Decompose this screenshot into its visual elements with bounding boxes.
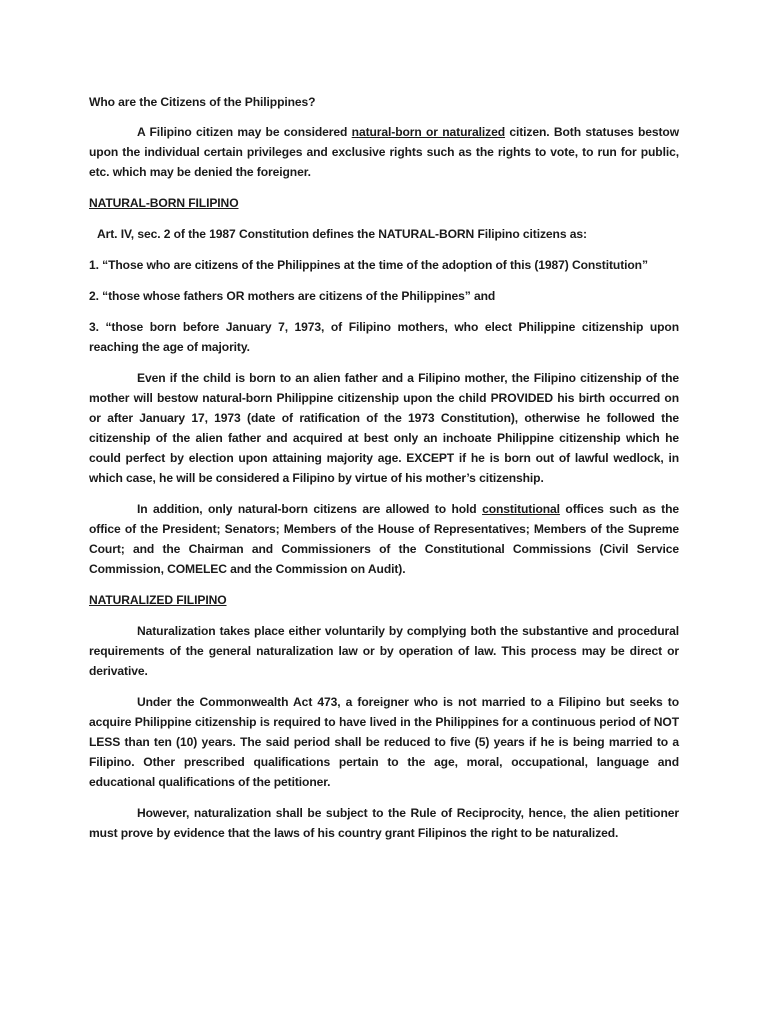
- offices-text-after: offices such as the office of the President; Senators; Members of the House of Representatives; Members of the Supreme Court; and the Chairman and Commissioners of the Constitutional Commissions (Civil Service Commission, COMELEC and the Commission on Audit).: [89, 502, 679, 576]
- intro-paragraph: [89, 122, 679, 182]
- intro-underlined-text: natural-born or naturalized: [351, 125, 505, 139]
- natural-born-item-3: 3. “those born before January 7, 1973, of Filipino mothers, who elect Philippine citizenship upon reaching the age of majority.: [89, 320, 679, 354]
- natural-born-item-2: 2. “those whose fathers OR mothers are citizens of the Philippines” and: [89, 289, 496, 303]
- natural-born-definition: Art. IV, sec. 2 of the 1987 Constitution defines the NATURAL-BORN Filipino citizens as:: [97, 227, 587, 241]
- document-title: Who are the Citizens of the Philippines?: [89, 95, 316, 109]
- naturalization-paragraph-3: However, naturalization shall be subject to the Rule of Reciprocity, hence, the alien petitioner must prove by evidence that the laws of his country grant Filipinos the right to be naturalized.: [89, 806, 679, 840]
- natural-born-item-1: 1. “Those who are citizens of the Philippines at the time of the adoption of this (1987) Constitution”: [89, 258, 648, 272]
- naturalized-heading: NATURALIZED FILIPINO: [89, 593, 227, 607]
- intro-text-after: citizen. Both statuses bestow upon the individual certain privileges and exclusive rights such as the rights to vote, to run for public, etc. which may be denied the foreigner.: [89, 125, 680, 179]
- offices-underlined-text: constitutional: [482, 502, 560, 516]
- constitutional-offices-paragraph: [89, 499, 679, 579]
- intro-text-before: A Filipino citizen may be considered: [137, 125, 352, 139]
- naturalization-paragraph-2: Under the Commonwealth Act 473, a foreigner who is not married to a Filipino but seeks to acquire Philippine citizenship is required to have lived in the Philippines for a continuous period of NOT LESS than ten (10) years. The said period shall be reduced to five (5) years if he is being married to a Filipino. Other prescribed qualifications pertain to the age, moral, occupational, language and educational qualifications of the petitioner.: [89, 695, 679, 789]
- naturalization-paragraph-1: Naturalization takes place either voluntarily by complying both the substantive and procedural requirements of the general naturalization law or by operation of law. This process may be direct or derivative.: [89, 624, 679, 678]
- natural-born-heading: NATURAL-BORN FILIPINO: [89, 196, 239, 210]
- alien-father-paragraph: Even if the child is born to an alien father and a Filipino mother, the Filipino citizenship of the mother will bestow natural-born Philippine citizenship upon the child PROVIDED his birth occurred on or after January 17, 1973 (date of ratification of the 1973 Constitution), otherwise he followed the citizenship of the alien father and acquired at best only an inchoate Philippine citizenship which he could perfect by election upon attaining majority age. EXCEPT if he is born out of lawful wedlock, in which case, he will be considered a Filipino by virtue of his mother’s citizenship.: [89, 371, 679, 485]
- offices-text-before: In addition, only natural-born citizens are allowed to hold: [137, 502, 483, 516]
